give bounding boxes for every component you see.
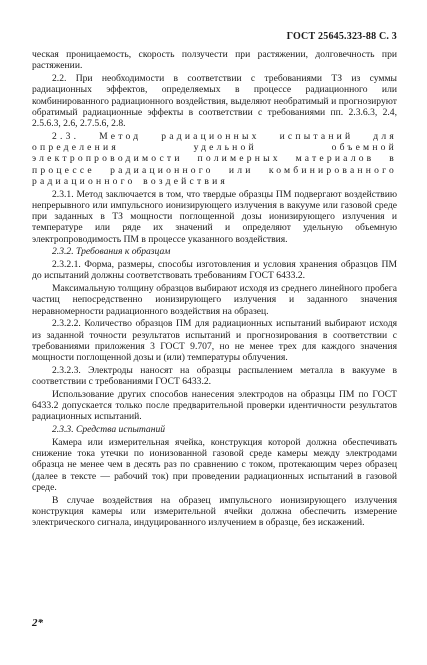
paragraph-2-3-2-2: 2.3.2.2. Количество образцов ПМ для радиационных испытаний выбирают исходя из заданной точности результатов испытаний и прогнозирования в соответствии с требованиями приложения 3 ГОСТ 9.707, но не менее трех для каждого значения мощности поглощенной дозы и (или) температуры облучения. [32, 318, 397, 363]
paragraph-2-3-2-3: 2.3.2.3. Электроды наносят на образцы распылением металла в вакууме в соответствии с требованиями ГОСТ 6433.2. [32, 364, 397, 387]
page-header: ГОСТ 25645.323-88 С. 3 [286, 31, 397, 42]
subheading-2-3-2: 2.3.2. Требования к образцам [52, 246, 171, 258]
paragraph-chamber: Камера или измерительная ячейка, конструкция которой должна обеспечивать снижение тока утечки по ионизованной газовой среде камеры между электродами образца не менее чем в десять раз по сравнению с током, протекающим через образец (далее в тексте — рабочий ток) при проведении радиационных испытаний в газовой среде. [32, 436, 397, 493]
paragraph-max-thickness: Максимальную толщину образцов выбирают исходя из среднего линейного пробега частиц непосредственно ионизирующего излучения и заданного значения неравномерности радиационного воздействия на образец. [32, 283, 397, 317]
section-heading-2-3: 2.3. Метод радиационных испытаний для определения удельной объемной электропроводимости полимерных материалов в процессе радиационного или комбинированного радиационного воздействия [32, 130, 397, 187]
subheading-2-3-3: 2.3.3. Средства испытаний [52, 424, 166, 435]
paragraph-2-3-1: 2.3.1. Метод заключается в том, что твердые образцы ПМ подвергают воздействию непрерывного или импульсного ионизирующего излучения в вакууме или газовой среде при заданных в ТЗ мощности поглощенной дозы ионизирующего излучения и температуре или ряде их значений и определяют удельную объемную электропроводимость ПМ в процессе указанного воздействия. [32, 188, 397, 245]
paragraph-pulsed-radiation: В случае воздействия на образец импульсного ионизирующего излучения конструкция камеры или измерительной ячейки должна обеспечить измерение электрического сигнала, индуцированного излучением в образце, без искажений. [32, 494, 397, 528]
paragraph-2-3-2-1: 2.3.2.1. Форма, размеры, способы изготовления и условия хранения образцов ПМ до испытаний должны соответствовать требованиям ГОСТ 6433.2. [32, 259, 397, 282]
signature-mark: 2* [32, 617, 43, 629]
paragraph-continuation: ческая проницаемость, скорость ползучести при растяжении, долговечность при растяжении. [32, 49, 397, 72]
paragraph-other-methods: Использование других способов нанесения электродов на образцы ПМ по ГОСТ 6433.2 допускается только после предварительной проверки идентичности результатов радиационных испытаний. [32, 388, 397, 423]
paragraph-2-2: 2.2. При необходимости в соответствии с требованиями ТЗ из суммы радиационных эффектов, определяемых в процессе радиационного или комбинированного радиационного воздействия, выделяют необратимый и прогнозируют обратимый радиационные эффекты в соответствии с требованиями пп. 2.3.6.3, 2.4, 2.5.6.3, 2.6, 2.7.5.6, 2.8. [32, 73, 397, 129]
body-text [32, 49, 397, 530]
